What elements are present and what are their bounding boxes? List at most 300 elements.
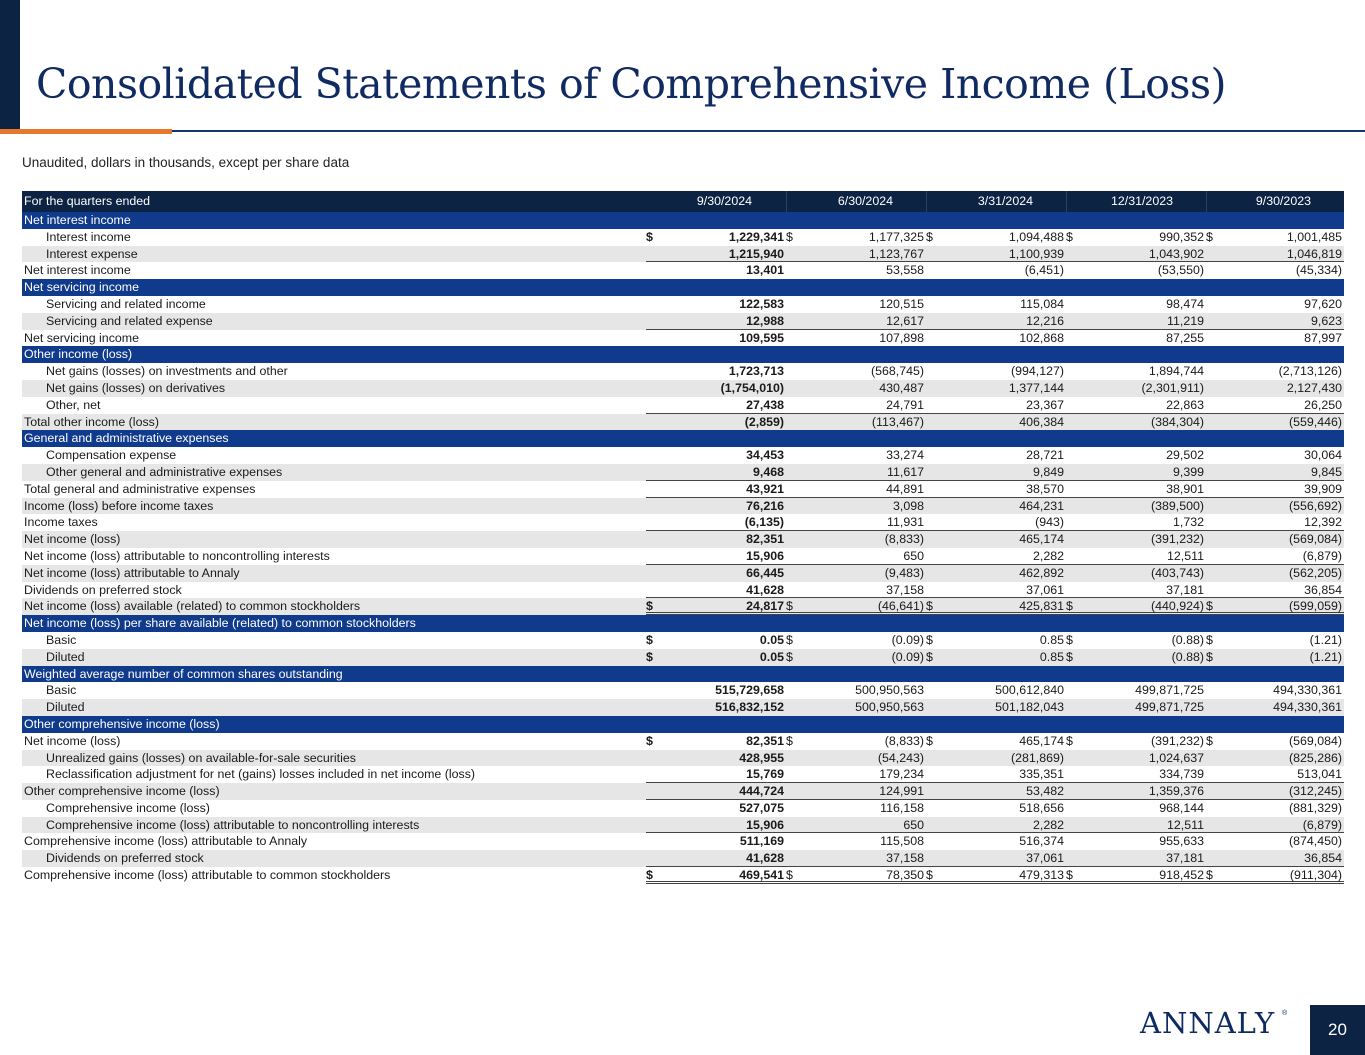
value-number: 12,511 — [1167, 817, 1204, 832]
value-number: 30,064 — [1304, 448, 1342, 463]
value-number: 516,374 — [1019, 834, 1064, 849]
value-cell — [786, 464, 926, 481]
value-number: 511,169 — [739, 834, 784, 849]
value-cell — [926, 800, 1066, 817]
value-number: 918,452 — [1159, 868, 1204, 883]
value-number: 12,617 — [886, 313, 924, 328]
currency-symbol: $ — [786, 733, 793, 748]
value-cell — [1066, 632, 1206, 649]
column-header: 3/31/2024 — [926, 191, 1067, 212]
value-cell — [646, 582, 786, 599]
currency-symbol: $ — [646, 733, 653, 748]
currency-symbol: $ — [1206, 229, 1213, 244]
section-header-row — [22, 666, 1344, 683]
value-cell — [786, 867, 926, 884]
value-number: (440,924) — [1150, 599, 1204, 614]
value-number: (1.21) — [1309, 632, 1342, 647]
currency-symbol: $ — [1066, 868, 1073, 883]
currency-symbol: $ — [646, 632, 653, 647]
value-number: (2,713,126) — [1278, 364, 1342, 379]
value-number: 479,313 — [1019, 868, 1064, 883]
value-number: 53,482 — [1026, 784, 1064, 799]
value-number: 13,401 — [746, 263, 784, 278]
value-number: 9,468 — [752, 464, 784, 479]
currency-symbol: $ — [1066, 632, 1073, 647]
value-cell — [1206, 632, 1344, 649]
value-cell — [926, 733, 1066, 750]
value-number: 26,250 — [1304, 397, 1342, 412]
value-cell — [1066, 330, 1206, 347]
currency-symbol: $ — [1066, 733, 1073, 748]
row-label: Comprehensive income (loss) — [46, 800, 210, 815]
value-number: 9,399 — [1172, 464, 1204, 479]
value-number: 500,950,563 — [855, 683, 924, 698]
value-number: 518,656 — [1019, 800, 1064, 815]
value-cell — [926, 296, 1066, 313]
value-number: 15,906 — [746, 548, 784, 563]
income-statement-table — [22, 191, 1344, 884]
column-header: 9/30/2024 — [696, 194, 752, 208]
value-cell — [1066, 447, 1206, 464]
value-number: 116,158 — [880, 800, 924, 815]
value-cell — [646, 498, 786, 515]
value-cell — [786, 447, 926, 464]
value-number: 650 — [903, 548, 924, 563]
section-label: Other comprehensive income (loss) — [24, 716, 220, 731]
value-number: 1,229,341 — [728, 229, 784, 244]
value-cell — [786, 296, 926, 313]
value-cell — [1206, 548, 1344, 565]
value-cell — [646, 447, 786, 464]
row-label: Diluted — [46, 649, 85, 664]
value-cell — [646, 649, 786, 666]
value-number: (825,286) — [1288, 750, 1342, 765]
row-label: Income taxes — [24, 515, 98, 530]
table-row — [22, 514, 1344, 531]
value-cell — [646, 548, 786, 565]
value-cell — [1066, 783, 1206, 800]
table-row — [22, 262, 1344, 279]
value-cell — [646, 800, 786, 817]
value-cell — [926, 246, 1066, 263]
value-number: 15,906 — [746, 817, 784, 832]
value-number: 36,854 — [1304, 582, 1342, 597]
row-label: Compensation expense — [46, 448, 177, 463]
value-cell — [1066, 850, 1206, 867]
value-number: 9,845 — [1310, 464, 1342, 479]
value-cell — [786, 262, 926, 279]
value-cell — [926, 582, 1066, 599]
row-label: Basic — [46, 632, 77, 647]
row-label: Net income (loss) attributable to Annaly — [24, 565, 240, 580]
value-number: (54,243) — [877, 750, 924, 765]
row-label: Net income (loss) available (related) to common stockholders — [24, 599, 361, 614]
row-label: Comprehensive income (loss) attributable to Annaly — [24, 834, 308, 849]
value-cell — [1206, 414, 1344, 431]
section-label: Net servicing income — [24, 280, 140, 295]
header-label: For the quarters ended — [24, 194, 151, 208]
value-cell — [926, 498, 1066, 515]
value-cell — [786, 414, 926, 431]
value-number: 425,831 — [1019, 599, 1064, 614]
value-cell — [1066, 296, 1206, 313]
value-number: 179,234 — [879, 767, 924, 782]
value-cell — [646, 414, 786, 431]
value-number: (6,879) — [1302, 817, 1342, 832]
value-number: 2,282 — [1032, 817, 1064, 832]
value-number: 36,854 — [1304, 851, 1342, 866]
value-number: 1,001,485 — [1286, 229, 1342, 244]
value-number: 1,046,819 — [1286, 246, 1342, 261]
table-row — [22, 296, 1344, 313]
value-number: (403,743) — [1150, 565, 1204, 580]
value-number: 37,181 — [1166, 582, 1204, 597]
value-number: (0.88) — [1171, 632, 1204, 647]
value-cell — [926, 397, 1066, 414]
table-row — [22, 699, 1344, 716]
row-label: Net income (loss) — [24, 733, 121, 748]
value-cell — [646, 464, 786, 481]
value-cell — [786, 833, 926, 850]
value-cell — [926, 531, 1066, 548]
value-number: (559,446) — [1288, 414, 1342, 429]
currency-symbol: $ — [1206, 733, 1213, 748]
value-number: (569,084) — [1288, 532, 1342, 547]
value-number: (8,833) — [884, 532, 924, 547]
table-row — [22, 531, 1344, 548]
value-number: 516,832,152 — [715, 700, 784, 715]
table-row — [22, 733, 1344, 750]
value-cell — [646, 481, 786, 498]
currency-symbol: $ — [1206, 599, 1213, 614]
value-number: (384,304) — [1150, 414, 1204, 429]
value-number: 1,123,767 — [868, 246, 924, 261]
value-cell — [646, 850, 786, 867]
value-cell — [1206, 481, 1344, 498]
value-number: 1,215,940 — [728, 246, 784, 261]
table-row — [22, 632, 1344, 649]
value-number: 1,732 — [1172, 515, 1204, 530]
value-cell — [786, 598, 926, 615]
row-label: Comprehensive income (loss) attributable to common stockholders — [24, 868, 391, 883]
value-number: (568,745) — [870, 364, 924, 379]
value-number: 500,612,840 — [995, 683, 1064, 698]
value-cell — [926, 750, 1066, 767]
value-cell — [1206, 397, 1344, 414]
value-cell — [786, 850, 926, 867]
value-cell — [1066, 481, 1206, 498]
table-row — [22, 548, 1344, 565]
currency-symbol: $ — [646, 649, 653, 664]
value-cell — [646, 246, 786, 263]
value-number: 41,628 — [746, 851, 784, 866]
currency-symbol: $ — [786, 868, 793, 883]
value-number: 27,438 — [746, 397, 784, 412]
value-number: 1,177,325 — [868, 229, 924, 244]
value-cell — [1206, 699, 1344, 716]
value-number: 39,909 — [1304, 481, 1342, 496]
row-label: Other, net — [46, 397, 101, 412]
value-number: 465,174 — [1019, 733, 1064, 748]
currency-symbol: $ — [1206, 868, 1213, 883]
value-cell — [926, 464, 1066, 481]
value-cell — [1206, 565, 1344, 582]
value-number: 527,075 — [739, 800, 784, 815]
value-cell — [1066, 498, 1206, 515]
value-number: 87,997 — [1304, 330, 1342, 345]
value-number: (389,500) — [1150, 498, 1204, 513]
value-cell — [786, 649, 926, 666]
value-cell — [646, 296, 786, 313]
value-number: (2,859) — [744, 414, 784, 429]
value-cell — [786, 682, 926, 699]
value-cell — [1206, 649, 1344, 666]
value-cell — [1206, 750, 1344, 767]
row-label: Diluted — [46, 700, 85, 715]
value-cell — [786, 548, 926, 565]
value-number: 335,351 — [1019, 767, 1064, 782]
value-cell — [786, 582, 926, 599]
page-subtitle: Unaudited, dollars in thousands, except per share data — [22, 155, 350, 170]
value-cell — [786, 498, 926, 515]
title-rule — [0, 130, 1365, 132]
value-cell — [926, 833, 1066, 850]
value-cell — [1066, 800, 1206, 817]
value-cell — [786, 330, 926, 347]
value-cell — [646, 330, 786, 347]
value-cell — [646, 531, 786, 548]
currency-symbol: $ — [926, 229, 933, 244]
table-row — [22, 380, 1344, 397]
value-number: (943) — [1035, 515, 1064, 530]
value-cell — [1206, 598, 1344, 615]
value-number: (113,467) — [871, 414, 924, 429]
value-number: 24,791 — [886, 397, 924, 412]
value-number: 15,769 — [746, 767, 784, 782]
row-label: Net servicing income — [24, 330, 140, 345]
row-label: Net income (loss) attributable to noncontrolling interests — [24, 548, 330, 563]
value-cell — [786, 565, 926, 582]
row-label: Servicing and related income — [46, 296, 206, 311]
currency-symbol: $ — [786, 599, 793, 614]
value-cell — [1206, 313, 1344, 330]
currency-symbol: $ — [786, 649, 793, 664]
currency-symbol: $ — [1206, 632, 1213, 647]
value-cell — [926, 481, 1066, 498]
value-number: 1,894,744 — [1148, 364, 1204, 379]
value-cell — [646, 565, 786, 582]
value-cell — [926, 817, 1066, 834]
row-label: Other comprehensive income (loss) — [24, 784, 220, 799]
row-label: Net gains (losses) on derivatives — [46, 380, 226, 395]
value-cell — [926, 766, 1066, 783]
value-cell — [786, 246, 926, 263]
row-label: Reclassification adjustment for net (gains) losses included in net income (loss) — [46, 767, 476, 782]
value-number: (994,127) — [1010, 364, 1064, 379]
value-cell — [1066, 464, 1206, 481]
value-number: (8,833) — [884, 733, 924, 748]
value-number: 499,871,725 — [1135, 683, 1204, 698]
value-number: 0.85 — [1039, 632, 1064, 647]
value-cell — [786, 783, 926, 800]
value-cell — [1066, 733, 1206, 750]
column-header: 12/31/2023 — [1066, 191, 1207, 212]
value-cell — [1066, 414, 1206, 431]
value-cell — [1206, 262, 1344, 279]
value-number: 97,620 — [1304, 296, 1342, 311]
value-cell — [926, 313, 1066, 330]
value-cell — [646, 867, 786, 884]
value-number: 23,367 — [1026, 397, 1064, 412]
value-number: 12,511 — [1167, 548, 1204, 563]
value-cell — [1066, 229, 1206, 246]
value-cell — [926, 565, 1066, 582]
value-number: (281,869) — [1010, 750, 1064, 765]
section-label: Net interest income — [24, 213, 131, 227]
value-cell — [1206, 783, 1344, 800]
value-number: 1,377,144 — [1008, 380, 1064, 395]
value-number: (1,754,010) — [720, 380, 784, 395]
table-row — [22, 498, 1344, 515]
value-number: 1,723,713 — [728, 364, 784, 379]
value-number: 406,384 — [1019, 414, 1064, 429]
currency-symbol: $ — [786, 632, 793, 647]
value-cell — [1206, 766, 1344, 783]
left-accent-bar — [0, 0, 20, 130]
value-cell — [1066, 833, 1206, 850]
value-number: 37,061 — [1026, 582, 1064, 597]
value-cell — [1206, 447, 1344, 464]
value-cell — [646, 598, 786, 615]
value-cell — [1206, 380, 1344, 397]
value-cell — [926, 867, 1066, 884]
currency-symbol: $ — [1066, 229, 1073, 244]
value-cell — [1206, 464, 1344, 481]
value-number: 494,330,361 — [1273, 683, 1342, 698]
table-row — [22, 766, 1344, 783]
table-row — [22, 582, 1344, 599]
value-number: 464,231 — [1019, 498, 1064, 513]
value-cell — [1066, 766, 1206, 783]
value-cell — [926, 632, 1066, 649]
value-cell — [1206, 229, 1344, 246]
value-number: 43,921 — [746, 481, 784, 496]
page-number: 20 — [1310, 1005, 1365, 1055]
row-label: Net interest income — [24, 263, 131, 278]
value-number: (556,692) — [1288, 498, 1342, 513]
table-row — [22, 330, 1344, 347]
value-number: (599,059) — [1288, 599, 1342, 614]
table-row — [22, 481, 1344, 498]
value-cell — [1066, 363, 1206, 380]
value-number: 465,174 — [1019, 532, 1064, 547]
currency-symbol: $ — [926, 632, 933, 647]
value-cell — [926, 414, 1066, 431]
currency-symbol: $ — [1206, 649, 1213, 664]
value-cell — [786, 632, 926, 649]
value-number: 515,729,658 — [715, 683, 784, 698]
value-number: 29,502 — [1166, 448, 1204, 463]
value-number: 494,330,361 — [1273, 700, 1342, 715]
value-number: 37,181 — [1166, 851, 1204, 866]
value-cell — [786, 733, 926, 750]
value-number: 1,024,637 — [1148, 750, 1204, 765]
value-number: 98,474 — [1166, 296, 1204, 311]
title-accent-rule — [0, 129, 172, 134]
table-row — [22, 649, 1344, 666]
value-number: 109,595 — [739, 330, 784, 345]
value-number: 12,216 — [1026, 313, 1064, 328]
value-number: (46,641) — [877, 599, 924, 614]
value-number: 1,100,939 — [1008, 246, 1064, 261]
value-cell — [1066, 750, 1206, 767]
row-label: Net income (loss) — [24, 532, 121, 547]
table-row — [22, 867, 1344, 884]
column-header: 9/30/2023 — [1206, 191, 1345, 212]
value-number: 1,359,376 — [1148, 784, 1204, 799]
value-cell — [1206, 498, 1344, 515]
value-cell — [926, 380, 1066, 397]
value-number: 444,724 — [739, 784, 784, 799]
table-row — [22, 464, 1344, 481]
value-cell — [1066, 817, 1206, 834]
value-cell — [1206, 800, 1344, 817]
value-number: (391,232) — [1150, 733, 1204, 748]
value-number: 124,991 — [879, 784, 924, 799]
value-cell — [646, 262, 786, 279]
value-cell — [1066, 548, 1206, 565]
value-number: 11,219 — [1167, 313, 1204, 328]
value-number: 22,863 — [1166, 397, 1204, 412]
value-number: 428,955 — [739, 750, 784, 765]
value-cell — [786, 397, 926, 414]
currency-symbol: $ — [926, 599, 933, 614]
value-number: 968,144 — [1159, 800, 1204, 815]
value-cell — [1206, 733, 1344, 750]
row-label: Dividends on preferred stock — [46, 851, 204, 866]
value-number: (6,451) — [1024, 263, 1064, 278]
value-number: 37,158 — [886, 851, 924, 866]
value-cell — [786, 817, 926, 834]
value-number: 33,274 — [886, 448, 924, 463]
value-number: (569,084) — [1288, 733, 1342, 748]
value-cell — [1066, 582, 1206, 599]
value-cell — [786, 313, 926, 330]
value-number: (45,334) — [1295, 263, 1342, 278]
value-cell — [786, 481, 926, 498]
column-header: 6/30/2024 — [786, 191, 927, 212]
value-cell — [646, 632, 786, 649]
value-number: (881,329) — [1288, 800, 1342, 815]
value-number: 107,898 — [879, 330, 924, 345]
currency-symbol: $ — [646, 868, 653, 883]
value-cell — [1066, 514, 1206, 531]
logo-registered-mark: ® — [1282, 1010, 1288, 1017]
value-cell — [1206, 850, 1344, 867]
value-cell — [1206, 296, 1344, 313]
value-cell — [786, 699, 926, 716]
table-row — [22, 833, 1344, 850]
currency-symbol: $ — [926, 649, 933, 664]
value-number: 24,817 — [746, 599, 784, 614]
value-cell — [646, 682, 786, 699]
value-number: (9,483) — [884, 565, 924, 580]
value-cell — [646, 313, 786, 330]
value-number: (0.09) — [891, 632, 924, 647]
value-number: 462,892 — [1019, 565, 1064, 580]
row-label: Interest expense — [46, 246, 138, 261]
value-cell — [646, 397, 786, 414]
